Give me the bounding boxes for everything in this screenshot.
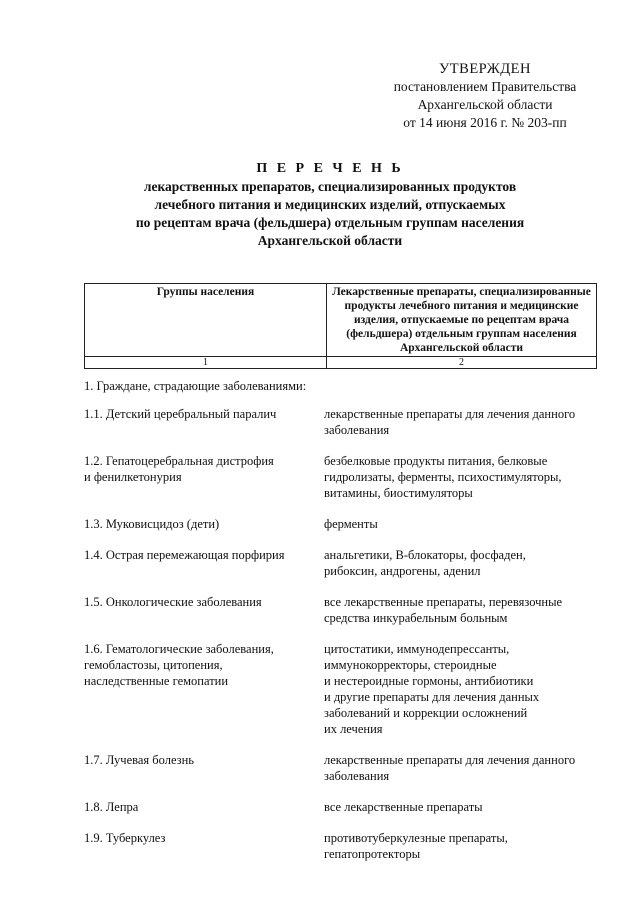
list-item xyxy=(84,516,604,532)
rows-container xyxy=(84,406,604,862)
title-line: Архангельской области xyxy=(257,233,403,248)
list-item xyxy=(84,453,604,501)
population-group: 1.9. Туберкулез xyxy=(84,831,166,845)
list-item xyxy=(84,752,604,784)
list-item xyxy=(84,406,604,438)
drug-description: противотуберкулезные препараты, гепатопротекторы xyxy=(324,831,508,861)
drug-description: безбелковые продукты питания, белковые гидролизаты, ферменты, психостимуляторы, витамины, биостимуляторы xyxy=(324,454,562,500)
list-body xyxy=(84,378,604,877)
drug-description: все лекарственные препараты, перевязочные средства инкурабельным больным xyxy=(324,595,563,625)
population-group: 1.4. Острая перемежающая порфирия xyxy=(84,548,285,562)
approval-line: постановлением Правительства xyxy=(393,79,577,94)
list-item xyxy=(84,830,604,862)
population-group: 1.8. Лепра xyxy=(84,800,139,814)
approval-title: УТВЕРЖДЕН xyxy=(439,61,531,77)
approval-line: Архангельской области xyxy=(417,97,553,112)
list-item xyxy=(84,799,604,815)
list-item xyxy=(84,547,604,579)
column-number: 1 xyxy=(85,357,327,369)
column-number: 2 xyxy=(327,357,597,369)
population-group: 1.2. Гепатоцеребральная дистрофия и фенилкетонурия xyxy=(84,454,274,484)
approval-date: от 14 июня 2016 г. № 203-пп xyxy=(403,115,567,130)
column-header-drugs: Лекарственные препараты, специализированные продукты лечебного питания и медицинские изделия, отпускаемые по рецептам врача (фельдшера) отдельным группам населения Архангельской области xyxy=(327,284,597,357)
list-item xyxy=(84,594,604,626)
title-line: по рецептам врача (фельдшера) отдельным группам населения xyxy=(135,215,525,230)
drug-description: лекарственные препараты для лечения данного заболевания xyxy=(324,407,576,437)
population-group: 1.1. Детский церебральный паралич xyxy=(84,407,277,421)
list-item xyxy=(84,641,604,737)
title-line: лечебного питания и медицинских изделий, отпускаемых xyxy=(154,197,506,212)
document-title xyxy=(70,160,590,250)
drug-description: цитостатики, иммунодепрессанты, иммунокорректоры, стероидные и нестероидные гормоны, антибиотики и другие препараты для лечения данных заболеваний и коррекции осложнений их лечения xyxy=(324,642,540,736)
drug-description: лекарственные препараты для лечения данного заболевания xyxy=(324,753,576,783)
population-group: 1.5. Онкологические заболевания xyxy=(84,595,262,609)
drug-description: ферменты xyxy=(324,517,378,531)
title-line: лекарственных препаратов, специализированных продуктов xyxy=(143,179,517,194)
drug-description: анальгетики, В-блокаторы, фосфаден, рибоксин, андрогены, аденил xyxy=(324,548,526,578)
population-group: 1.6. Гематологические заболевания, гемобластозы, цитопения, наследственные гемопатии xyxy=(84,642,274,688)
column-header-groups: Группы населения xyxy=(85,284,327,357)
population-group: 1.3. Муковисцидоз (дети) xyxy=(84,517,220,531)
header-table xyxy=(84,283,597,369)
approval-block xyxy=(360,60,610,132)
drug-description: все лекарственные препараты xyxy=(324,800,483,814)
section-title: 1. Граждане, страдающие заболеваниями: xyxy=(84,379,307,393)
title-main: П Е Р Е Ч Е Н Ь xyxy=(256,161,404,176)
population-group: 1.7. Лучевая болезнь xyxy=(84,753,194,767)
